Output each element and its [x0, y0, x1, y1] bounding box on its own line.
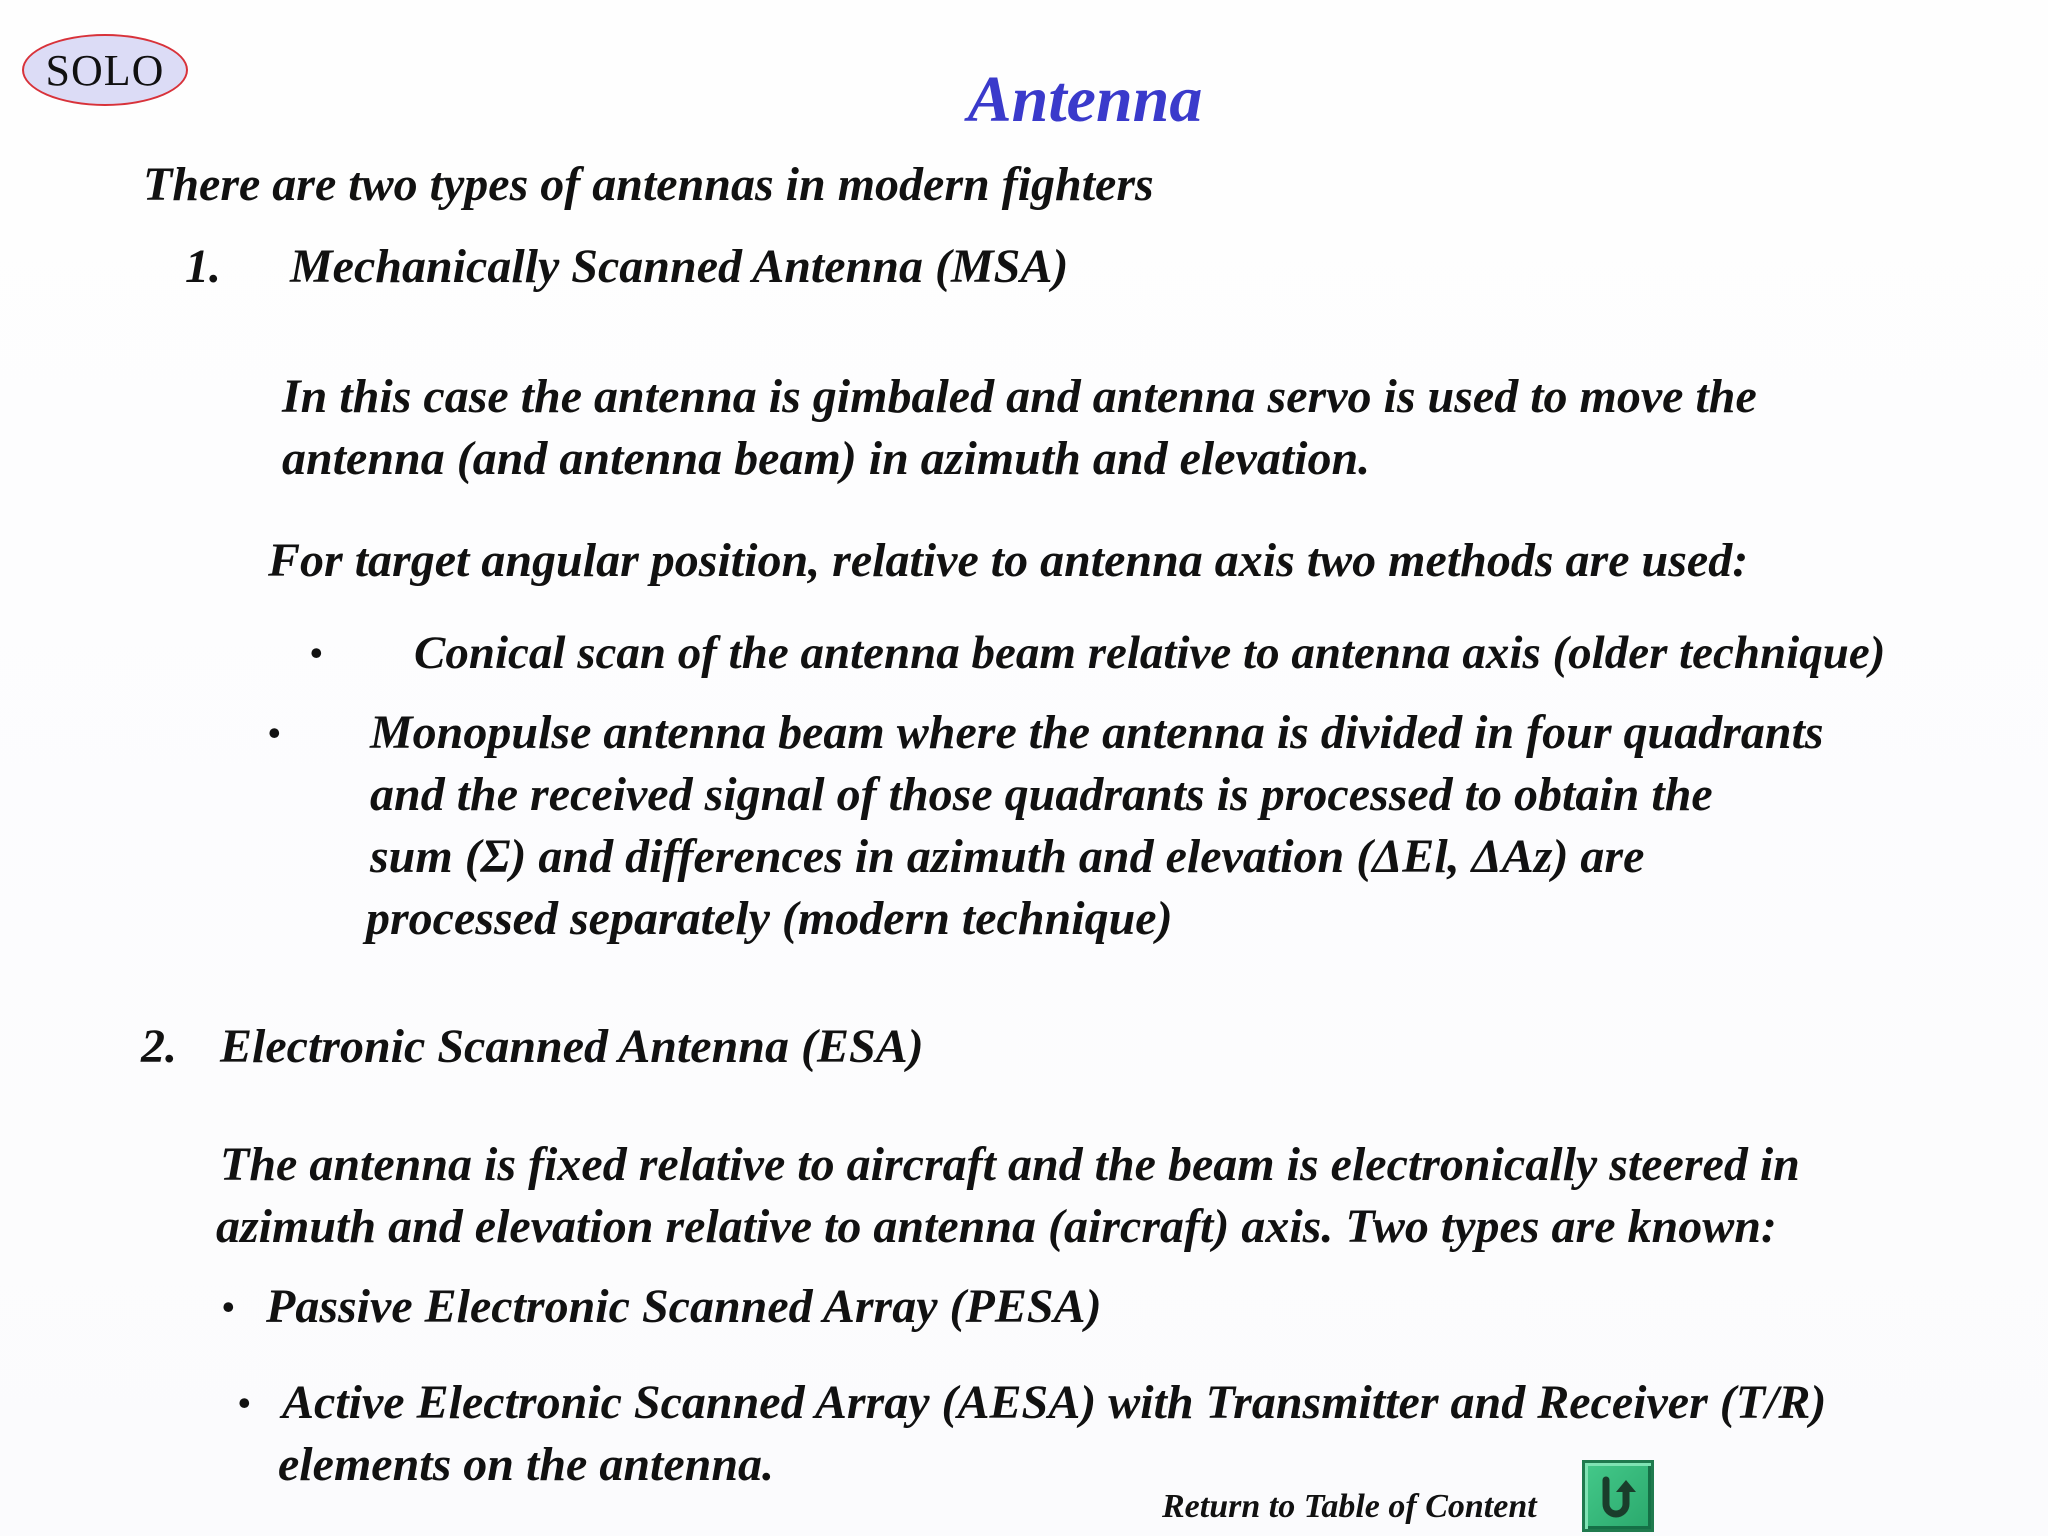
monopulse-item-line: processed separately (modern technique): [366, 892, 1173, 945]
section1-heading: Mechanically Scanned Antenna (MSA): [290, 240, 1069, 293]
return-arrow-icon: [1592, 1470, 1644, 1522]
aesa-item-line: elements on the antenna.: [278, 1438, 775, 1491]
section1-paragraph-line: In this case the antenna is gimbaled and antenna servo is used to move the: [282, 370, 1757, 423]
monopulse-item-line: Monopulse antenna beam where the antenna is divided in four quadrants: [370, 706, 1824, 759]
return-button[interactable]: [1582, 1460, 1654, 1532]
monopulse-item-line: and the received signal of those quadrants is processed to obtain the: [370, 768, 1713, 821]
section2-paragraph-line: azimuth and elevation relative to antenna (aircraft) axis. Two types are known:: [216, 1200, 1777, 1253]
monopulse-item-line: sum (Σ) and differences in azimuth and elevation (ΔEl, ΔAz) are: [370, 830, 1645, 883]
bullet-dot: •: [238, 1383, 251, 1423]
return-to-toc-link[interactable]: Return to Table of Content: [1162, 1488, 1537, 1525]
pesa-item: Passive Electronic Scanned Array (PESA): [266, 1280, 1102, 1333]
intro-text: There are two types of antennas in modern fighters: [143, 158, 1154, 211]
conical-scan-item: Conical scan of the antenna beam relative to antenna axis (older technique): [414, 627, 1886, 679]
methods-intro: For target angular position, relative to antenna axis two methods are used:: [268, 534, 1749, 587]
section2-number: 2.: [141, 1020, 177, 1073]
solo-logo-text: SOLO: [45, 45, 165, 95]
section1-paragraph-line: antenna (and antenna beam) in azimuth and elevation.: [282, 432, 1371, 485]
bullet-dot: •: [222, 1287, 235, 1327]
section1-number: 1.: [185, 240, 221, 293]
section2-paragraph-line: The antenna is fixed relative to aircraft and the beam is electronically steered in: [220, 1138, 1800, 1191]
bullet-dot: •: [268, 713, 281, 753]
bullet-dot: •: [310, 633, 323, 673]
aesa-item-line: Active Electronic Scanned Array (AESA) with Transmitter and Receiver (T/R): [282, 1376, 1827, 1429]
slide-title: Antenna: [967, 63, 1203, 136]
section2-heading: Electronic Scanned Antenna (ESA): [220, 1020, 924, 1073]
